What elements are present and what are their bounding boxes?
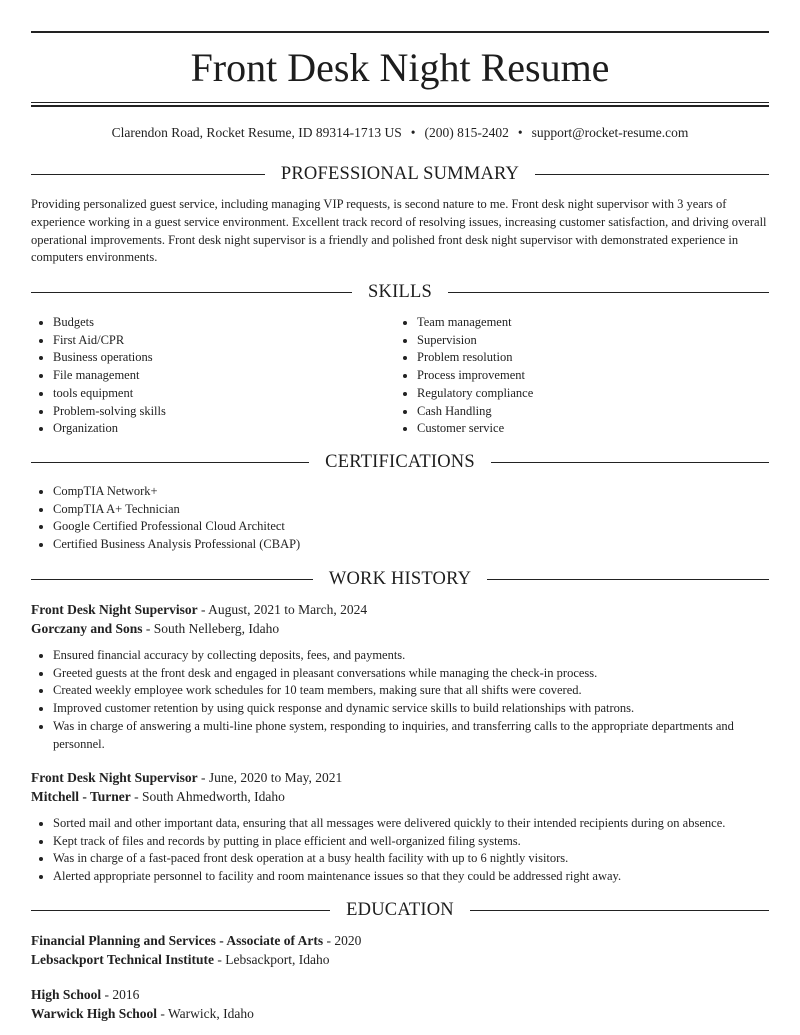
job-title: Front Desk Night Supervisor: [31, 602, 198, 617]
section-header-work-history: [31, 567, 769, 591]
job-company: Mitchell - Turner: [31, 789, 131, 804]
section-rule: [31, 174, 265, 175]
resume-title: Front Desk Night Resume: [190, 45, 610, 90]
section-title: CERTIFICATIONS: [325, 452, 475, 472]
job-bullet: • Improved customer retention by using quick response and dynamic service skills to build relationships with patrons.: [53, 700, 769, 718]
contact-separator: •: [410, 125, 416, 140]
education-school-line: [31, 951, 769, 969]
job-dates: - June, 2020 to May, 2021: [197, 770, 343, 785]
certification-item: • CompTIA Network+: [53, 483, 769, 501]
education-year: - 2016: [101, 987, 140, 1002]
section-rule: [31, 579, 313, 580]
education-school: Warwick High School: [31, 1006, 158, 1021]
skill-item: • Problem resolution: [417, 349, 777, 367]
section-title: WORK HISTORY: [328, 569, 472, 589]
education-school-line: [31, 1005, 769, 1023]
job-location: - South Nelleberg, Idaho: [142, 621, 280, 636]
section-rule: [491, 462, 769, 463]
job-title-line: [31, 769, 769, 787]
education-location: - Lebsackport, Idaho: [214, 952, 330, 967]
certification-item: • Google Certified Professional Cloud Architect: [53, 518, 769, 536]
skill-item: • Team management: [417, 314, 777, 332]
skill-item: • File management: [53, 367, 393, 385]
contact-address: Clarendon Road, Rocket Resume, ID 89314-1713 US: [111, 125, 402, 140]
contact-line: [0, 124, 800, 142]
skill-item: • Supervision: [417, 332, 777, 350]
contact-phone: (200) 815-2402: [424, 125, 509, 140]
title-rule-thick: [31, 105, 769, 107]
skills-list-left: [31, 314, 393, 438]
job-bullet: • Sorted mail and other important data, ensuring that all messages were delivered quickly to their intended recipients during on absence.: [53, 815, 769, 833]
section-header-skills: [31, 280, 769, 304]
section-header-certifications: [31, 450, 769, 474]
section-title: EDUCATION: [346, 900, 454, 920]
skills-list-right: [395, 314, 777, 438]
section-rule: [31, 462, 309, 463]
job-bullets: [31, 815, 769, 886]
job-bullet: • Created weekly employee work schedules for 10 team members, making sure that all shifts were covered.: [53, 682, 769, 700]
certifications-list: [31, 483, 769, 554]
job-bullet: • Kept track of files and records by putting in place efficient and well-organized filing systems.: [53, 833, 769, 851]
job-bullet: • Alerted appropriate personnel to facility and room maintenance issues so that they could be addressed right away.: [53, 868, 769, 886]
job-company-line: [31, 788, 769, 806]
contact-email: support@rocket-resume.com: [531, 125, 689, 140]
section-rule: [535, 174, 769, 175]
section-title: PROFESSIONAL SUMMARY: [280, 164, 520, 184]
job-title: Front Desk Night Supervisor: [31, 770, 198, 785]
certification-item: • Certified Business Analysis Professional (CBAP): [53, 536, 769, 554]
top-rule: [31, 31, 769, 33]
job-company-line: [31, 620, 769, 638]
job-bullet: • Was in charge of answering a multi-line phone system, responding to inquiries, and transferring calls to the appropriate departments and personnel.: [53, 718, 769, 753]
job-bullet: • Greeted guests at the front desk and engaged in pleasant conversations while managing the check-in process.: [53, 665, 769, 683]
education-degree-line: [31, 932, 769, 950]
section-rule: [487, 579, 769, 580]
skill-item: • Process improvement: [417, 367, 777, 385]
education-school: Lebsackport Technical Institute: [31, 952, 215, 967]
skill-item: • Customer service: [417, 420, 777, 438]
contact-separator: •: [517, 125, 523, 140]
education-degree-line: [31, 986, 769, 1004]
job-dates: - August, 2021 to March, 2024: [197, 602, 368, 617]
section-header-summary: [31, 162, 769, 186]
skill-item: • First Aid/CPR: [53, 332, 393, 350]
section-title: SKILLS: [368, 282, 432, 302]
skill-item: • Problem-solving skills: [53, 403, 393, 421]
job-title-line: [31, 601, 769, 619]
skill-item: • Organization: [53, 420, 393, 438]
skill-item: • Business operations: [53, 349, 393, 367]
title-rule-thin: [31, 102, 769, 103]
skill-item: • Budgets: [53, 314, 393, 332]
certification-item: • CompTIA A+ Technician: [53, 501, 769, 519]
job-company: Gorczany and Sons: [31, 621, 143, 636]
education-degree: High School: [31, 987, 102, 1002]
job-bullet: • Was in charge of a fast-paced front desk operation at a busy health facility with up to 6 nightly visitors.: [53, 850, 769, 868]
skill-item: • tools equipment: [53, 385, 393, 403]
job-location: - South Ahmedworth, Idaho: [130, 789, 285, 804]
section-rule: [448, 292, 769, 293]
skill-item: • Regulatory compliance: [417, 385, 777, 403]
skill-item: • Cash Handling: [417, 403, 777, 421]
education-degree: Financial Planning and Services - Associate of Arts: [31, 933, 324, 948]
section-rule: [31, 910, 330, 911]
job-bullets: [31, 647, 769, 753]
section-rule: [31, 292, 352, 293]
education-year: - 2020: [323, 933, 362, 948]
summary-text: Providing personalized guest service, including managing VIP requests, is second nature to me. Front desk night supervisor with 3 years of experience working in a guest service environment. Excellent track record of resolving issues, increasing customer satisfaction, and driving overall operational improvements. Front desk night supervisor is a friendly and polished front desk night supervisor with demonstrated experience in computers environments.: [31, 197, 767, 265]
job-bullet: • Ensured financial accuracy by collecting deposits, fees, and payments.: [53, 647, 769, 665]
section-header-education: [31, 898, 769, 922]
section-rule: [470, 910, 769, 911]
education-location: - Warwick, Idaho: [157, 1006, 254, 1021]
